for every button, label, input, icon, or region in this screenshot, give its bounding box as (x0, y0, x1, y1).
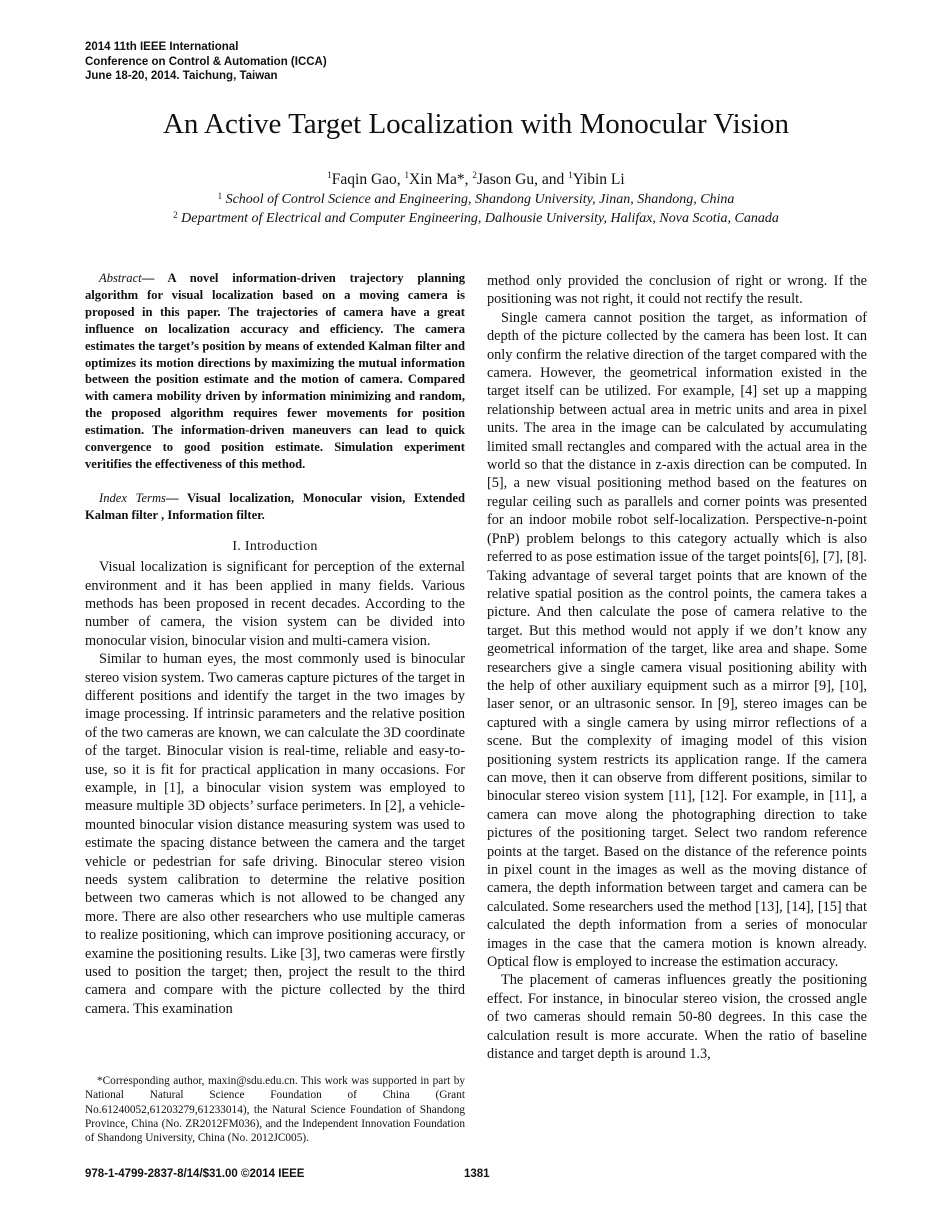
index-terms (85, 490, 465, 524)
author: Xin Ma*, (409, 171, 473, 188)
right-column (487, 272, 867, 1063)
author-list (0, 171, 952, 189)
abstract-label: Abstract (99, 271, 142, 285)
left-column (85, 270, 465, 1018)
paragraph: Similar to human eyes, the most commonly used is binocular stereo vision system. Two cameras capture pictures of the target in different positions and identify the target in the two images by image processing. If intrinsic parameters and the relative position of the two cameras are known, we can calculate the 3D coordinate of the target. Binocular vision is real-time, reliable and easy-to-use, so it is fit for practical application in many occasions. For example, in [1], a binocular vision system was employed to measure multiple 3D objects’ surface perimeters. In [2], a vehicle-mounted binocular vision distance measuring system was used to estimate the spacing distance between the camera and the target vehicle or pedestrian for safe driving. Binocular stereo vision needs system calibration to determine the relative position between two cameras which is not allowed to be changed any more. There are also other researchers who use multiple cameras to realize positioning, which can improve positioning accuracy, or examine the positioning results. Like [3], two cameras were firstly used to position the target; then, project the result to the third camera and compare with the picture collected by the third camera. This examination (85, 651, 466, 1017)
affiliation-1 (0, 192, 952, 208)
affiliation-sup: 2 (173, 210, 178, 220)
affiliation-2 (0, 211, 952, 227)
conference-line: Conference on Control & Automation (ICCA) (85, 55, 327, 68)
author-sup: 1 (568, 170, 573, 180)
paragraph: Visual localization is significant for perception of the external environment and it has been applied in many fields. Various methods has been proposed in recent decades. According to the number of camera, the vision system can be divided into monocular vision, binocular vision and multi-camera vision. (85, 559, 465, 649)
isbn-footer: 978-1-4799-2837-8/14/$31.00 ©2014 IEEE (85, 1168, 305, 1180)
paragraph: The placement of cameras influences greatly the positioning effect. For instance, in binocular stereo vision, the crossed angle of two cameras should remain 50-80 degrees. In this case the calculation result is more accurate. When the ratio of baseline distance and target depth is around 1.3, (487, 972, 867, 1063)
conference-line: June 18-20, 2014. Taichung, Taiwan (85, 70, 278, 82)
section-heading: I. Introduction (232, 538, 318, 554)
paper-title: An Active Target Localization with Monocular Vision (162, 108, 790, 140)
paragraph: method only provided the conclusion of right or wrong. If the positioning was not right, it could not rectify the result. (487, 273, 867, 308)
author-sup: 1 (327, 170, 332, 180)
author: Jason Gu, and (476, 171, 569, 188)
abstract-text: — A novel information-driven trajectory planning algorithm for visual localization based on a moving camera is proposed in this paper. The trajectories of camera have a great influence on localization accuracy and efficiency. The camera estimates the target’s position by means of extended Kalman filter and optimizes its motion directions by maximizing the mutual information between the position estimate and the motion of camera. Compared with camera mobility driven by information minimizing and random, the proposed algorithm requires fewer movements for position estimation. The information-driven maneuvers can lead to quick convergence to good position estimate. Simulation experiment veritifies the effectiveness of this method. (85, 271, 465, 471)
affiliation-text: School of Control Science and Engineering, Shandong University, Jinan, Shandong, China (222, 192, 735, 207)
author-sup: 2 (472, 170, 477, 180)
index-terms-text: — Visual localization, Monocular vision, Extended Kalman filter , Information filter. (85, 490, 466, 522)
affiliation-text: Department of Electrical and Computer Engineering, Dalhousie University, Halifax, Nova Scotia, Canada (177, 211, 779, 226)
page-number: 1381 (464, 1168, 490, 1180)
footnote: *Corresponding author, maxin@sdu.edu.cn. This work was supported in part by National Natural Science Foundation of China (Grant No.61240052,61203279,61233014), the Natural Science Foundation of Shandong Province, China (No. ZR2012FM036), and the Independent Innovation Foundation of Shandong University, China (No. 2012JC005). (85, 1075, 465, 1145)
author: Yibin Li (572, 171, 625, 188)
author-sup: 1 (404, 170, 410, 180)
affiliation-sup: 1 (217, 191, 223, 201)
index-terms-label: Index Terms (99, 490, 166, 505)
conference-header (85, 40, 327, 84)
conference-line: 2014 11th IEEE International (85, 41, 239, 53)
author: Faqin Gao, (331, 171, 405, 188)
abstract (85, 270, 465, 473)
paragraph: Single camera cannot position the target, as information of depth of the picture collected by the camera has been lost. It can only confirm the relative direction of the target compared with the camera. However, the geometrical information existed in the target itself can be utilized. For example, [4] set up a mapping relationship between actual area in metric units and area in pixel units. The area in the image can be calculated by accumulating limited small rectangles and compared with the actual area in the world so that the distance in z-axis direction can be computed. In [5], a new visual positioning method based on the features on regular ceiling such as parallels and corner points was presented for an indoor mobile robot self-localization. Perspective-n-point (PnP) problem belongs to this category actually which is also referred to as pose estimation issue of the target points[6], [7], [8]. Taking advantage of several target points that are known of the relative spatial position as the control points, the camera takes a picture. And then calculate the pose of camera relative to the target. But this method would not apply if we don’t know any geometrical information of the target, like area and shape. Some researchers give a single camera visual positioning ability with the help of other auxiliary equipment such as a mirror [9], [10], laser senor, or an ultrasonic sensor. In [9], stereo images can be captured with a single camera by using mirror reflections of a scene. But the complexity of imaging model of this vision positioning system restricts its application range. If the camera can move, then it can observe from different positions, similar to binocular stereo vision system [11], [12]. For example, in [11], a camera can move along the photographing direction to take pictures of the positioning target. Select two random reference points at the target. Based on the distance of the reference points in pixel count in the images as well as the moving distance of camera, the depth information between target and camera can be calculated. Some researchers used the method [13], [14], [15] that calculated the depth information from a series of monocular images in the case that the camera motion is known already. Optical flow is employed to increase the estimation accuracy. (487, 309, 867, 971)
